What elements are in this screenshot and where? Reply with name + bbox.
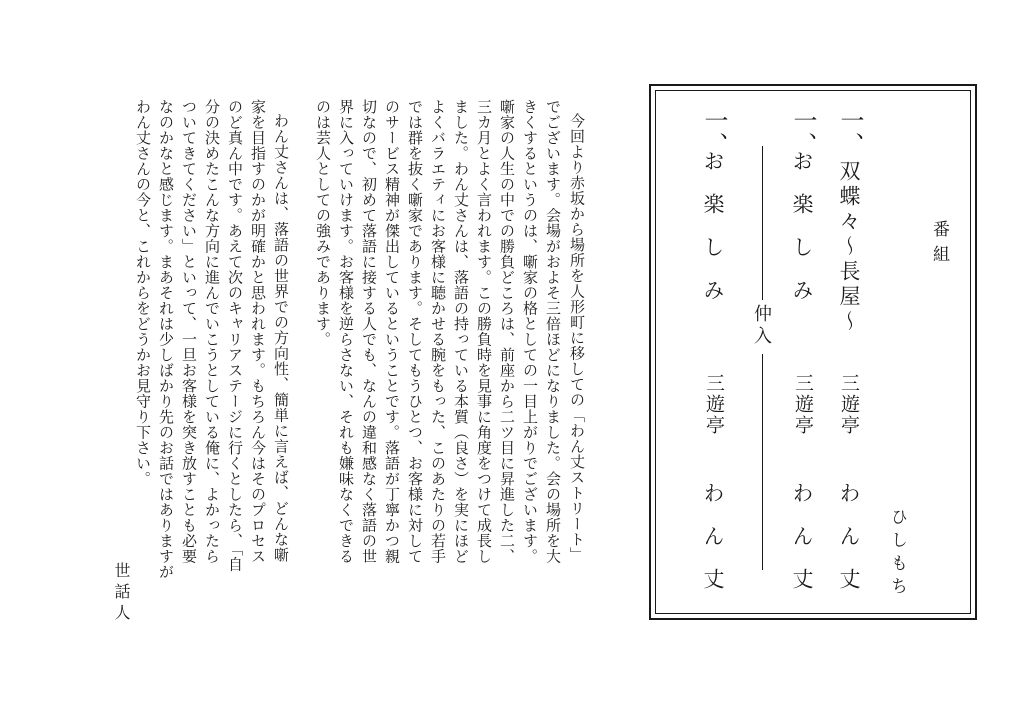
item-title: 双蝶々〜長屋〜	[837, 160, 861, 335]
essay-line: ついてきてください」といって、一旦お客様を突き放すことも必要	[180, 99, 198, 564]
essay-line: わん丈さんは、落語の世界での方向性、簡単に言えば、どんな噺	[272, 113, 290, 563]
intermission-label: 仲入	[751, 304, 772, 348]
performer-name: わん丈	[701, 482, 725, 611]
essay-line: ました。わん丈さんは、落語の持っている本質（良さ）を実にほど	[452, 99, 470, 564]
essay-line: 切なので、初めて落語に接する人でも、なんの違和感なく落語の世	[360, 99, 378, 564]
sponsor-name: ひしもち	[887, 508, 907, 600]
item-mark: 一、	[789, 108, 817, 156]
performer-house: 三遊亭	[792, 373, 814, 436]
item-mark: 一、	[836, 108, 864, 156]
item-mark: 一、	[700, 108, 728, 156]
essay-line: わん丈さんの今と、これからをどうかお見守り下さい。	[134, 99, 152, 487]
essay-line: のサービス精神が傑出しているということです。落語が丁寧かつ親	[383, 99, 401, 564]
performer-house: 三遊亭	[838, 373, 860, 436]
essay-line: 今回より赤坂から場所を人形町に移しての「わん丈ストリート」	[568, 113, 586, 563]
essay-line: のは芸人としての強みであります。	[314, 99, 332, 347]
essay-line: きくするというのは、噺家の格としての一目上がりでございます。	[521, 99, 539, 564]
essay-line: なのかなと感じます。まあそれは少しばかり先のお話ではありますが	[157, 99, 175, 580]
essay-line: 界に入っていけます。お客様を逆らさない、それも嫌味なくできる	[337, 99, 355, 564]
signature: 世話人	[112, 562, 131, 625]
item-title: お楽しみ	[790, 150, 814, 322]
essay-line: 噺家の人生の中での勝負どころは、前座から二ツ目に昇進した二、	[498, 99, 516, 564]
essay-line: では群を抜く噺家であります。そしてもうひとつ、お客様に対して	[406, 99, 424, 564]
intermission-rule-bottom	[762, 354, 763, 570]
essay-line: 家を目指すのかが明確かと思われます。もちろん今はそのプロセス	[249, 99, 267, 564]
intermission-rule-top	[762, 146, 763, 300]
essay-line: 分の決めたこんな方向に進んでいこうとしている俺に、よかったら	[203, 99, 221, 564]
item-title: お楽しみ	[701, 150, 725, 322]
essay-line: よくバラエティにお客様に聴かせる腕をもった、このあたりの若手	[429, 99, 447, 564]
program-title: 番組	[929, 220, 949, 270]
essay-line: 三カ月とよく言われます。この勝負時を見事に角度をつけて成長し	[475, 99, 493, 564]
performer-name: わん丈	[837, 482, 861, 611]
essay-line: のど真ん中です。あえて次のキャリアステージに行くとしたら、「自	[226, 99, 244, 572]
performer-house: 三遊亭	[703, 373, 725, 436]
performer-name: わん丈	[790, 482, 814, 611]
essay-line: でございます。会場がおよそ三倍ほどになりました。会の場所を大	[544, 99, 562, 564]
